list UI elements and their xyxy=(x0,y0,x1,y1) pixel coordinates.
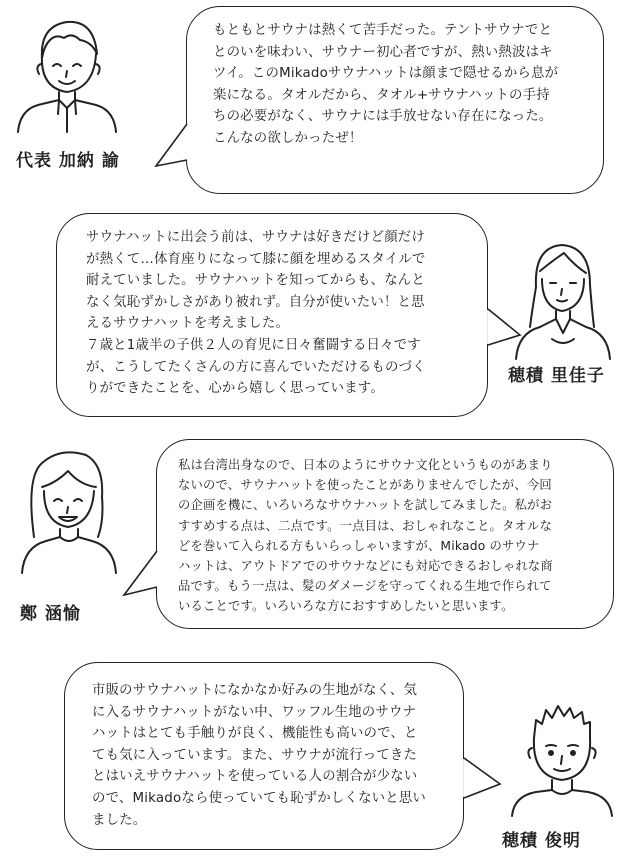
avatar-zheng-icon xyxy=(12,437,122,577)
quote-text: 市販のサウナハットになかなか好みの生地がなく、気 に入るサウナハットがない中、ワッフル生地のサウナ ハットはとても手触りが良く、機能性も高いので、と ても気に入っています。また、サウナが流行ってきた とはいえサウナハットを使っている人の割合が少ない ので、Mikadoなら使っていても恥ずかしくないと思い ました。 xyxy=(92,683,427,828)
speech-bubble-tail xyxy=(460,754,504,814)
speech-bubble-tail xyxy=(152,120,192,180)
quote-text: サウナハットに出会う前は、サウナは好きだけど顔だけ が熱くて…体育座りになって膝に顔を埋めるスタイルで 耐えていました。サウナハットを知ってからも、なんと なく気恥ずかしさがあり被れず。自分が使いたい！と思 えるサウナハットを考えました。 ７歳と1歳半の子供２人の育児に日々奮闘する日々です が、こうしてたくさんの方に喜んでいただけるものづく りができたことを、心から嬉しく思っています。 xyxy=(86,230,426,397)
author-name: 穂積 俊明 xyxy=(502,831,581,851)
author-name: 穂積 里佳子 xyxy=(508,366,605,386)
speech-bubble-tail xyxy=(120,547,162,607)
avatar-toshiaki-icon xyxy=(506,698,616,818)
profile-card-kano xyxy=(0,0,640,205)
quote-text: 私は台湾出身なので、日本のようにサウナ文化というものがあまり ないので、サウナハットを使ったことがありませんでしたが、今回 の企画を機に、いろいろなサウナハットを試してみました。私がお すすめする点は、二点です。一点目は、おしゃれなこと。タオルな どを巻いて入られる方もいらっしゃいますが、Mikado のサウナ ハットは、アウトドアでのサウナなどにも対応できるおしゃれな商 品です。もう一点は、髪のダメージを守ってくれる生地で作られて いることです。いろいろな方におすすめしたいと思います。 xyxy=(178,458,553,614)
avatar-kano-icon xyxy=(12,8,122,136)
profile-card-rikako xyxy=(0,205,640,425)
author-name: 代表 加納 諭 xyxy=(16,151,120,171)
profile-card-zheng xyxy=(0,425,640,640)
quote-text: もともとサウナは熱くて苦手だった。テントサウナでと とのいを味わい、サウナー初心者ですが、熱い熱波はキ ツイ。このMikadoサウナハットは顔まで隠せるから息が 楽になる。タオルだから、タオル+サウナハットの手持 ちの必要がなく、サウナには手放せない存在になった。 こんなの欲しかったぜ！ xyxy=(213,23,559,146)
profile-card-toshiaki xyxy=(0,640,640,857)
author-name: 鄭 涵愉 xyxy=(20,604,81,624)
avatar-rikako-icon xyxy=(512,231,612,361)
